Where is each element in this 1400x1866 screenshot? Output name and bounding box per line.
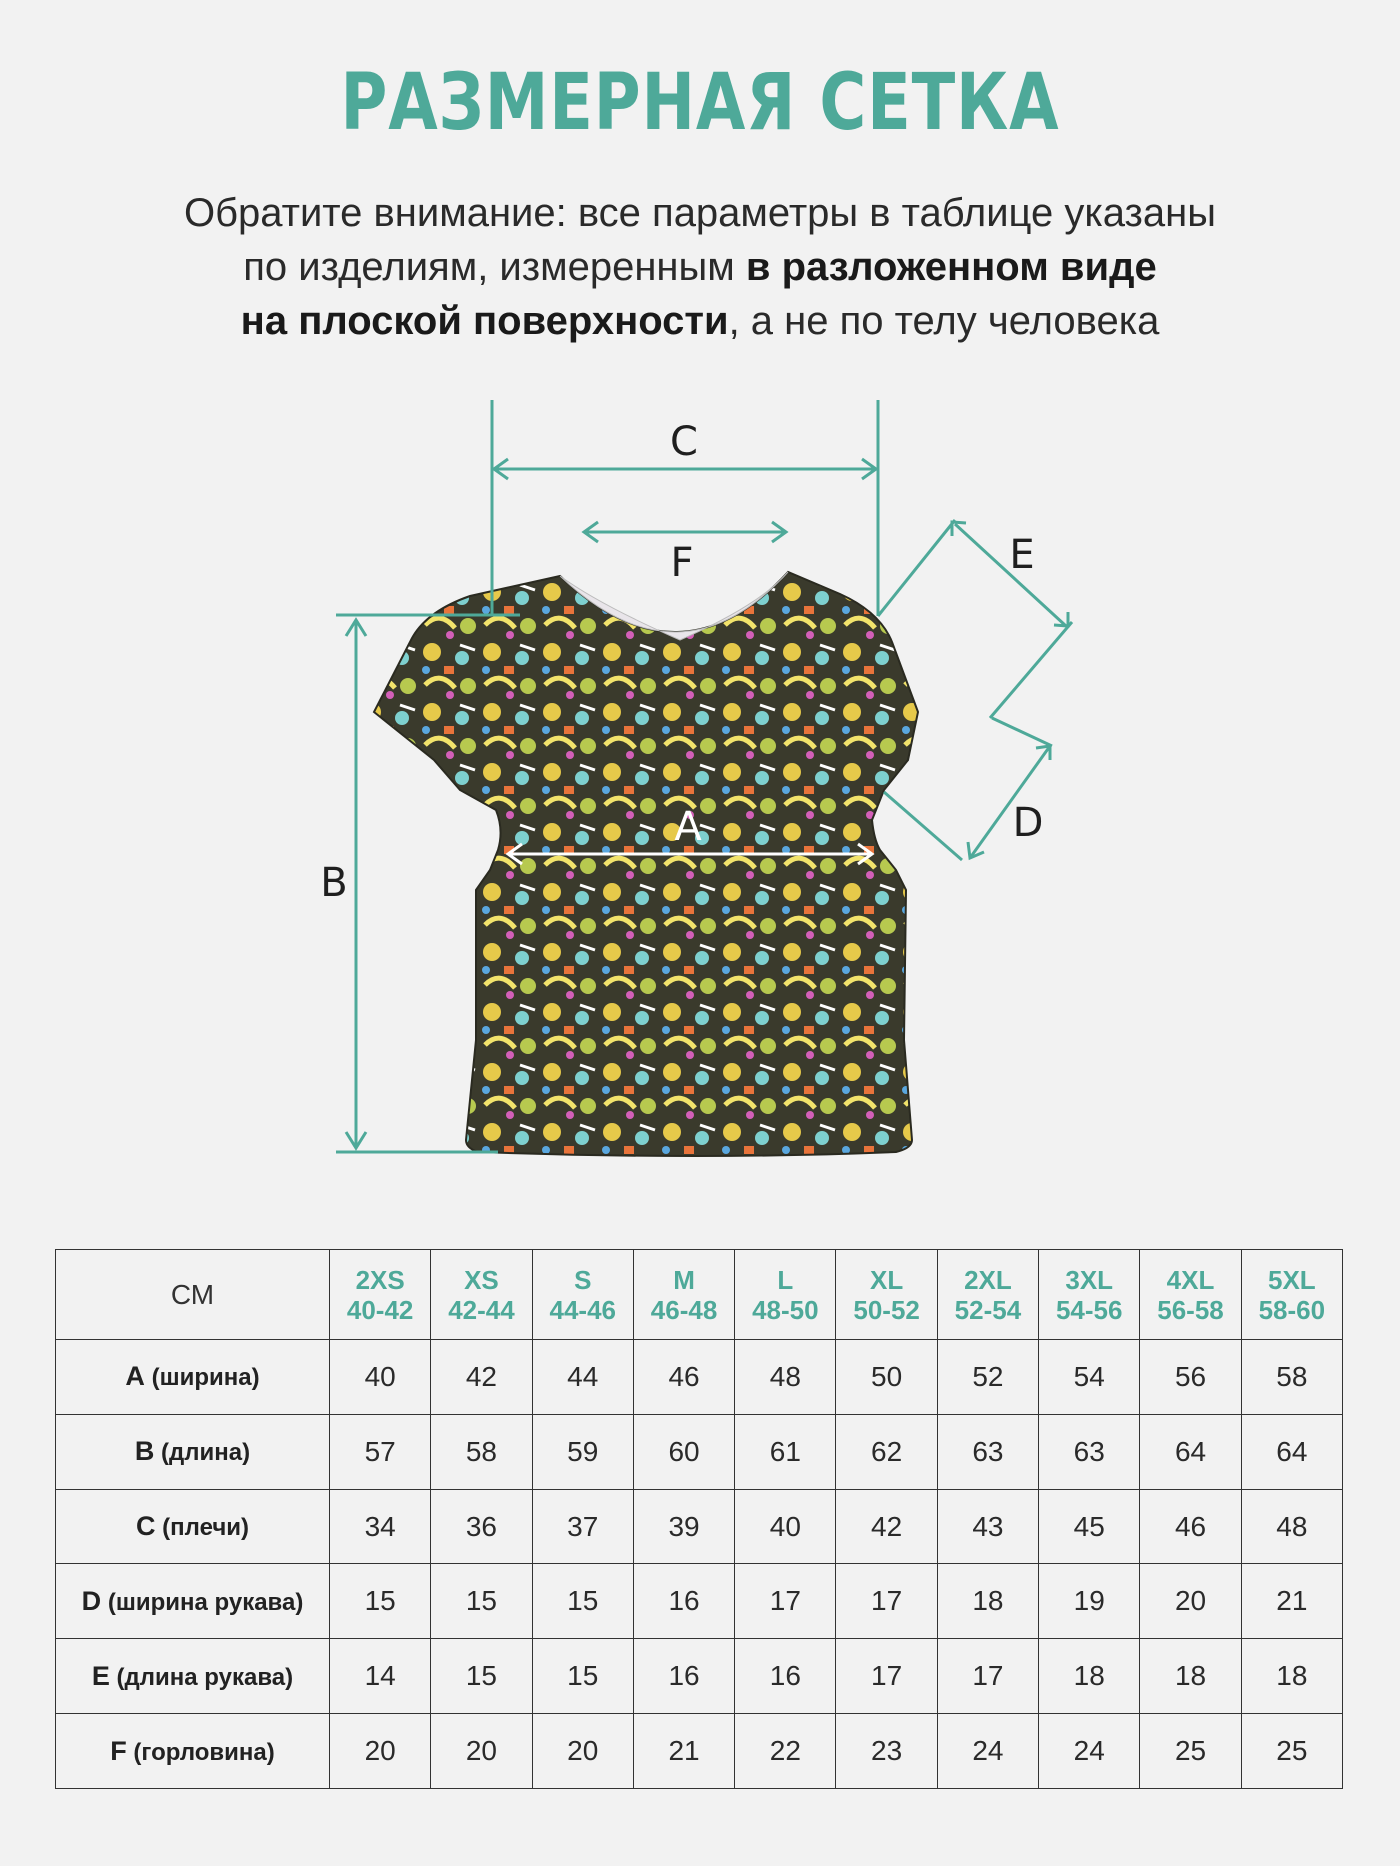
table-cell: 34 — [330, 1489, 431, 1564]
page-title: РАЗМЕРНАЯ СЕТКА — [340, 58, 1060, 148]
table-row — [56, 1340, 1343, 1415]
size-range: 44-46 — [549, 1294, 616, 1325]
row-label — [56, 1340, 330, 1415]
size-range: 54-56 — [1055, 1294, 1123, 1325]
table-cell: 50 — [836, 1340, 937, 1415]
table-cell: 18 — [937, 1564, 1038, 1639]
size-range: 46-48 — [650, 1294, 718, 1325]
row-description: (горловина) — [126, 1738, 275, 1766]
note-line-3 — [0, 294, 1400, 348]
table-cell: 54 — [1039, 1340, 1140, 1415]
table-cell: 58 — [431, 1414, 532, 1489]
size-column-header — [836, 1250, 937, 1340]
row-label — [56, 1564, 330, 1639]
size-range: 42-44 — [448, 1294, 515, 1325]
row-label — [56, 1639, 330, 1714]
size-column-header — [1039, 1250, 1140, 1340]
table-header-row — [56, 1250, 1343, 1340]
table-cell: 17 — [836, 1639, 937, 1714]
table-cell: 57 — [330, 1414, 431, 1489]
table-row — [56, 1414, 1343, 1489]
size-range: 52-54 — [954, 1294, 1022, 1325]
size-column-header — [633, 1250, 734, 1340]
table-cell: 46 — [633, 1340, 734, 1415]
table-cell: 20 — [330, 1714, 431, 1789]
label-a: A — [674, 804, 702, 850]
label-c: C — [670, 419, 698, 465]
table-cell: 15 — [431, 1564, 532, 1639]
label-e: E — [1009, 532, 1035, 578]
size-name: 2XS — [355, 1264, 405, 1295]
table-cell: 16 — [735, 1639, 836, 1714]
table-row — [56, 1564, 1343, 1639]
table-cell: 21 — [1241, 1564, 1342, 1639]
table-cell: 24 — [937, 1714, 1038, 1789]
table-cell: 46 — [1140, 1489, 1241, 1564]
table-cell: 36 — [431, 1489, 532, 1564]
size-column-header — [330, 1250, 431, 1340]
table-cell: 20 — [431, 1714, 532, 1789]
table-cell: 14 — [330, 1639, 431, 1714]
size-name: 5XL — [1267, 1264, 1316, 1295]
table-cell: 17 — [735, 1564, 836, 1639]
row-letter: E — [91, 1660, 110, 1691]
size-column-header — [1140, 1250, 1241, 1340]
size-name: L — [777, 1264, 794, 1295]
table-cell: 64 — [1140, 1414, 1241, 1489]
size-name: XS — [464, 1264, 499, 1295]
row-label — [56, 1414, 330, 1489]
note-line-1: Обратите внимание: все параметры в таблице указаны — [184, 191, 1216, 235]
table-row — [56, 1639, 1343, 1714]
tshirt-measurement-diagram — [0, 400, 1400, 1200]
row-description: (ширина рукава) — [101, 1588, 304, 1616]
table-cell: 40 — [735, 1489, 836, 1564]
row-letter: D — [81, 1585, 102, 1616]
note-line-2 — [0, 240, 1400, 294]
size-column-header — [431, 1250, 532, 1340]
table-cell: 17 — [836, 1564, 937, 1639]
size-range: 56-58 — [1157, 1294, 1224, 1325]
table-cell: 18 — [1140, 1639, 1241, 1714]
row-letter: F — [110, 1735, 127, 1766]
size-name: XL — [870, 1264, 904, 1295]
row-letter: A — [125, 1361, 145, 1392]
table-cell: 15 — [532, 1639, 633, 1714]
row-letter: B — [134, 1436, 155, 1467]
measurement-note — [0, 186, 1400, 348]
note-line-3-bold: на плоской поверхности — [240, 299, 729, 343]
size-range: 50-52 — [853, 1294, 920, 1325]
table-cell: 22 — [735, 1714, 836, 1789]
label-d: D — [1012, 800, 1044, 846]
size-column-header — [532, 1250, 633, 1340]
table-cell: 25 — [1140, 1714, 1241, 1789]
table-cell: 63 — [1039, 1414, 1140, 1489]
table-cell: 20 — [532, 1714, 633, 1789]
size-range: 40-42 — [346, 1294, 414, 1325]
table-cell: 63 — [937, 1414, 1038, 1489]
row-description: (плечи) — [155, 1514, 249, 1542]
label-b: B — [320, 860, 348, 906]
table-cell: 59 — [532, 1414, 633, 1489]
row-letter: C — [135, 1511, 156, 1542]
table-cell: 42 — [836, 1489, 937, 1564]
table-cell: 39 — [633, 1489, 734, 1564]
table-cell: 19 — [1039, 1564, 1140, 1639]
table-cell: 16 — [633, 1639, 734, 1714]
table-cell: 45 — [1039, 1489, 1140, 1564]
size-name: 3XL — [1065, 1264, 1114, 1295]
note-line-2-bold: в разложенном виде — [745, 245, 1157, 289]
table-row — [56, 1714, 1343, 1789]
table-cell: 58 — [1241, 1340, 1342, 1415]
size-table — [55, 1249, 1343, 1789]
row-description: (длина) — [154, 1439, 251, 1467]
size-name: S — [574, 1264, 592, 1295]
table-cell: 64 — [1241, 1414, 1342, 1489]
table-cell: 17 — [937, 1639, 1038, 1714]
table-cell: 15 — [532, 1564, 633, 1639]
table-cell: 15 — [330, 1564, 431, 1639]
table-cell: 40 — [330, 1340, 431, 1415]
row-description: (ширина) — [144, 1364, 260, 1392]
table-cell: 48 — [735, 1340, 836, 1415]
table-cell: 42 — [431, 1340, 532, 1415]
size-name: 2XL — [964, 1264, 1012, 1295]
table-cell: 20 — [1140, 1564, 1241, 1639]
table-cell: 23 — [836, 1714, 937, 1789]
table-cell: 56 — [1140, 1340, 1241, 1415]
table-cell: 44 — [532, 1340, 633, 1415]
size-name: M — [673, 1264, 695, 1295]
label-f: F — [670, 540, 694, 586]
table-cell: 16 — [633, 1564, 734, 1639]
row-description: (длина рукава) — [109, 1663, 294, 1691]
table-cell: 21 — [633, 1714, 734, 1789]
table-cell: 18 — [1241, 1639, 1342, 1714]
size-column-header — [1241, 1250, 1342, 1340]
table-cell: 60 — [633, 1414, 734, 1489]
size-name: 4XL — [1166, 1264, 1215, 1295]
note-line-2-regular: по изделиям, измеренным — [243, 245, 746, 289]
size-range: 48-50 — [752, 1294, 819, 1325]
table-cell: 62 — [836, 1414, 937, 1489]
row-label — [56, 1489, 330, 1564]
table-row — [56, 1489, 1343, 1564]
tshirt-image — [374, 572, 918, 1156]
table-cell: 25 — [1241, 1714, 1342, 1789]
size-column-header — [735, 1250, 836, 1340]
note-line-3-regular: , а не по телу человека — [728, 299, 1160, 343]
table-cell: 48 — [1241, 1489, 1342, 1564]
table-cell: 43 — [937, 1489, 1038, 1564]
table-cell: 61 — [735, 1414, 836, 1489]
table-corner-unit: СМ — [56, 1250, 330, 1340]
table-cell: 24 — [1039, 1714, 1140, 1789]
table-cell: 15 — [431, 1639, 532, 1714]
size-column-header — [937, 1250, 1038, 1340]
row-label — [56, 1714, 330, 1789]
size-range: 58-60 — [1258, 1294, 1326, 1325]
table-cell: 18 — [1039, 1639, 1140, 1714]
table-cell: 52 — [937, 1340, 1038, 1415]
table-cell: 37 — [532, 1489, 633, 1564]
